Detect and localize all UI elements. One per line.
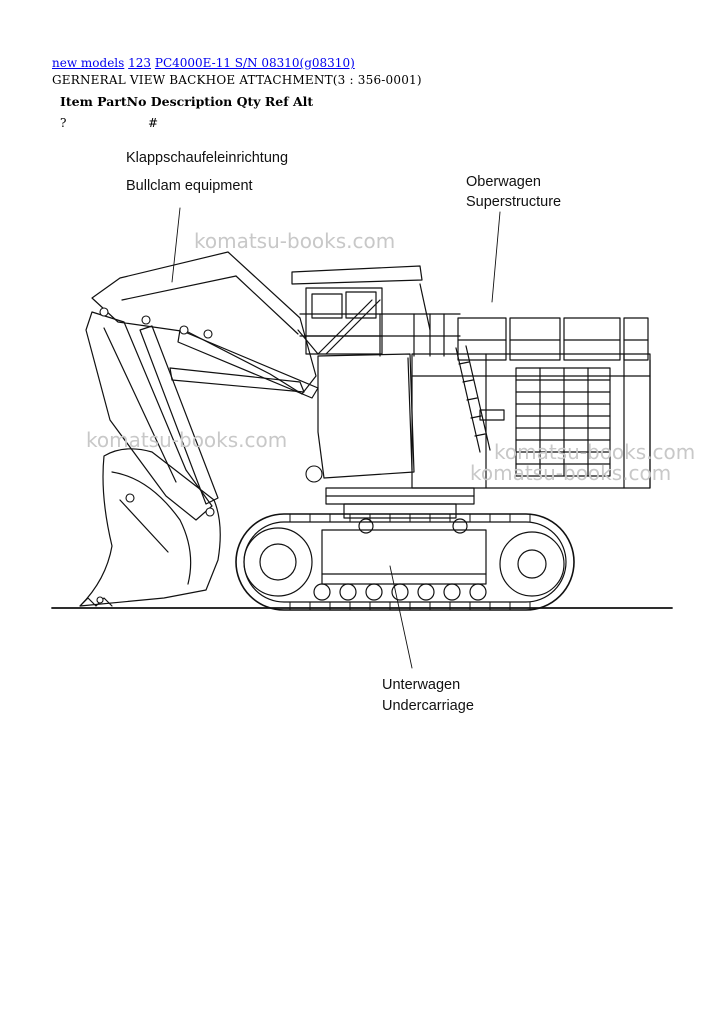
watermark: komatsu-books.com — [494, 440, 696, 464]
breadcrumb — [52, 56, 355, 70]
item-cell: ? — [60, 116, 67, 130]
link-123[interactable]: 123 — [128, 56, 152, 70]
partno-cell: # — [148, 116, 159, 130]
excavator-diagram — [0, 130, 724, 730]
label-bullclam-de: Klappschaufeleinrichtung — [126, 150, 289, 166]
watermark: komatsu-books.com — [470, 461, 672, 485]
link-model[interactable]: PC4000E-11 S/N 08310(g08310) — [154, 56, 355, 70]
watermark: komatsu-books.com — [194, 229, 396, 253]
label-superstructure-en: Superstructure — [466, 194, 562, 210]
label-undercarriage-en: Undercarriage — [382, 698, 474, 714]
label-undercarriage-de: Unterwagen — [382, 677, 461, 693]
parts-table-header: Item PartNo Description Qty Ref Alt — [60, 94, 314, 109]
label-bullclam-en: Bullclam equipment — [126, 178, 253, 194]
link-new-models[interactable]: new models — [52, 56, 125, 70]
watermark: komatsu-books.com — [86, 428, 288, 452]
page-subtitle: GERNERAL VIEW BACKHOE ATTACHMENT(3 : 356-0001) — [52, 73, 422, 87]
label-superstructure-de: Oberwagen — [466, 174, 541, 190]
